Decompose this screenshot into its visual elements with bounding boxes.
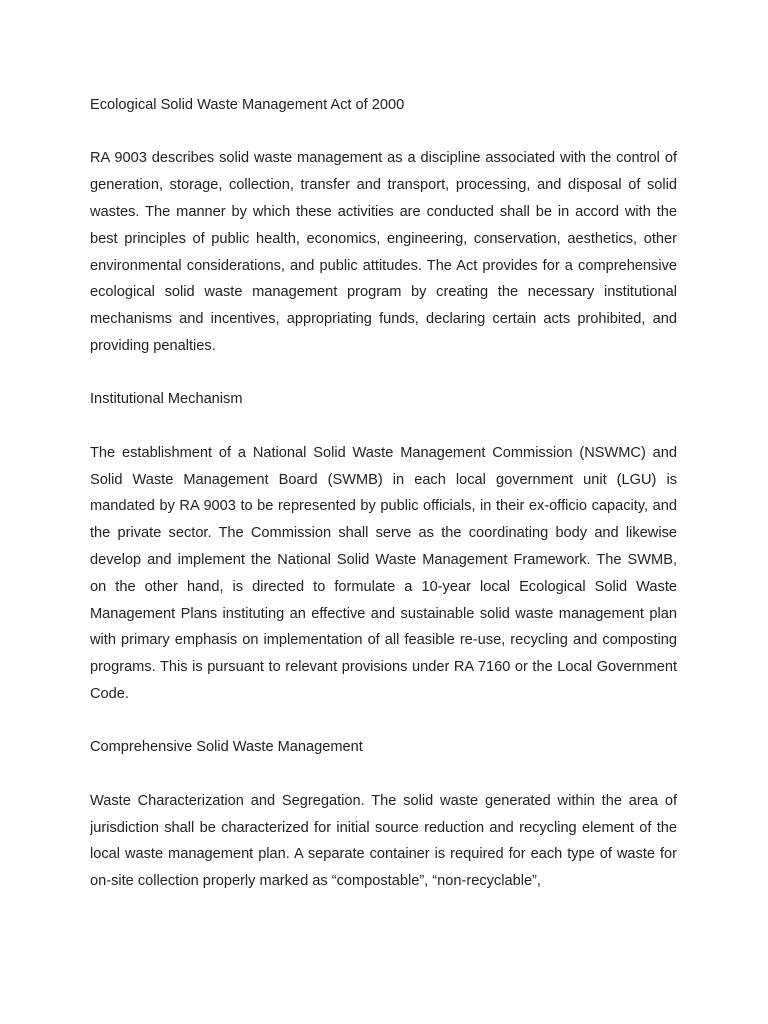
intro-paragraph: RA 9003 describes solid waste management as a discipline associated with the control of generation, storage, collection, transfer and transport, processing, and disposal of solid wastes. The manner by which these activities are conducted shall be in accord with the best principles of public health, economics, engineering, conservation, aesthetics, other environmental considerations, and public attitudes. The Act provides for a comprehensive ecological solid waste management program by creating the necessary institutional mechanisms and incentives, appropriating funds, declaring certain acts prohibited, and providing penalties. — [90, 150, 677, 354]
section-heading-institutional-mechanism: Institutional Mechanism — [90, 391, 243, 408]
section-heading-comprehensive-swm: Comprehensive Solid Waste Management — [90, 739, 363, 756]
section-body-institutional-mechanism: The establishment of a National Solid Waste Management Commission (NSWMC) and Solid Waste Management Board (SWMB) in each local government unit (LGU) is mandated by RA 9003 to be represented by public officials, in their ex-officio capacity, and the private sector. The Commission shall serve as the coordinating body and likewise develop and implement the National Solid Waste Management Framework. The SWMB, on the other hand, is directed to formulate a 10-year local Ecological Solid Waste Management Plans instituting an effective and sustainable solid waste management plan with primary emphasis on implementation of all feasible re-use, recycling and composting programs. This is pursuant to relevant provisions under RA 7160 or the Local Government Code. — [90, 444, 677, 702]
section-body-comprehensive-swm: Waste Characterization and Segregation. The solid waste generated within the area of jurisdiction shall be characterized for initial source reduction and recycling element of the local waste management plan. A separate container is required for each type of waste for on-site collection properly marked as “compostable”, “non-recyclable”, — [90, 792, 677, 890]
document-title: Ecological Solid Waste Management Act of 2000 — [90, 97, 405, 113]
document-page — [90, 92, 677, 895]
